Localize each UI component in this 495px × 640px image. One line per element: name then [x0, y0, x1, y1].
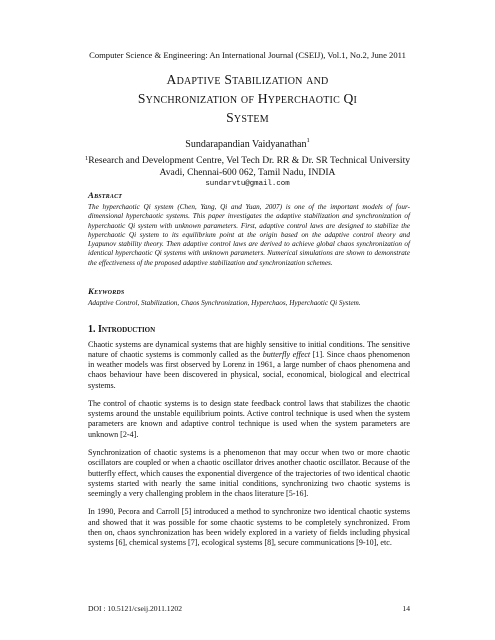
author-sup: 1: [306, 137, 310, 144]
affiliation-line-1: Research and Development Centre, Vel Tech Dr. RR & Dr. SR Technical University: [88, 155, 411, 166]
author-email[interactable]: sundarvtu@gmail.com: [205, 180, 290, 188]
section-heading-introduction: 1. Introduction: [88, 324, 156, 335]
paragraph-2: The control of chaotic systems is to design state feedback control laws that stabilizes the chaotic systems around the unstable equilibrium points. Active control technique is used when the system parameters are known and adaptive control technique is used when the system parameters are unknown [2-4].: [88, 399, 410, 439]
paragraph-3: Synchronization of chaotic systems is a phenomenon that may occur when two or more chaotic oscillators are coupled or when a chaotic oscillator drives another chaotic oscillator. Because of the butterfly effect, which causes the exponential divergence of the trajectories of two identical chaotic systems started with nearly the same initial conditions, synchronizing two chaotic systems is seemingly a very challenging problem in the chaos literature [5-16].: [88, 448, 410, 498]
abstract-heading: Abstract: [88, 190, 123, 200]
keywords-text: Adaptive Control, Stabilization, Chaos Synchronization, Hyperchaos, Hyperchaotic Qi System.: [88, 299, 361, 307]
paragraph-1: [88, 340, 410, 391]
footer-doi: DOI : 10.5121/cseij.2011.1202: [88, 604, 182, 613]
affiliation-sup: 1: [84, 155, 89, 162]
paragraph-4: In 1990, Pecora and Carroll [5] introduced a method to synchronize two identical chaotic systems and showed that it was possible for some chaotic systems to be completely synchronized. From then on, chaos synchronization has been widely explored in a variety of fields including physical systems [6], chemical systems [7], ecological systems [8], secure communications [9-10], etc.: [88, 507, 410, 547]
paragraph-1-end: [1]. Since chaos phenomenon in weather models was first observed by Lorenz in 1961, a large number of chaos phenomena and chaos behaviour have been discovered in physical, social, economical, biological and electrical systems.: [88, 350, 410, 390]
paper-title: [90, 70, 405, 127]
title-line-2: Synchronization of Hyperchaotic Qi: [137, 91, 358, 106]
paragraph-1-start: Chaotic systems are dynamical systems that are highly sensitive to initial conditions. The sensitive nature of chaotic systems is commonly called as the: [88, 340, 410, 360]
abstract-text: The hyperchaotic Qi system (Chen, Yang, Qi and Yuan, 2007) is one of the important models of four-dimensional hyperchaotic systems. This paper investigates the adaptive stabilization and synchronization of hyperchaotic Qi system with unknown parameters. First, adaptive control laws are designed to stabilize the hyperchaotic Qi system to its equilibrium point at the origin based on the adaptive control theory and Lyapunov stability theory. Then adaptive control laws are derived to achieve global chaos synchronization of identical hyperchaotic Qi systems with unknown parameters. Numerical simulations are shown to demonstrate the effectiveness of the proposed adaptive stabilization and synchronization schemes.: [88, 203, 410, 267]
title-line-1: Adaptive Stabilization and: [166, 72, 329, 87]
page-number: 14: [402, 604, 410, 613]
author: [0, 139, 495, 150]
keywords-heading: Keywords: [88, 286, 125, 296]
author-name: Sundarapandian Vaidyanathan: [185, 139, 307, 150]
introduction-body: [88, 340, 410, 556]
paragraph-1-emphasis: butterfly effect: [262, 350, 311, 360]
affiliation: [0, 155, 495, 179]
journal-header: Computer Science & Engineering: An International Journal (CSEIJ), Vol.1, No.2, June 2011: [89, 50, 406, 60]
affiliation-line-2: Avadi, Chennai-600 062, Tamil Nadu, INDIA: [159, 167, 336, 178]
title-line-3: System: [226, 110, 269, 125]
